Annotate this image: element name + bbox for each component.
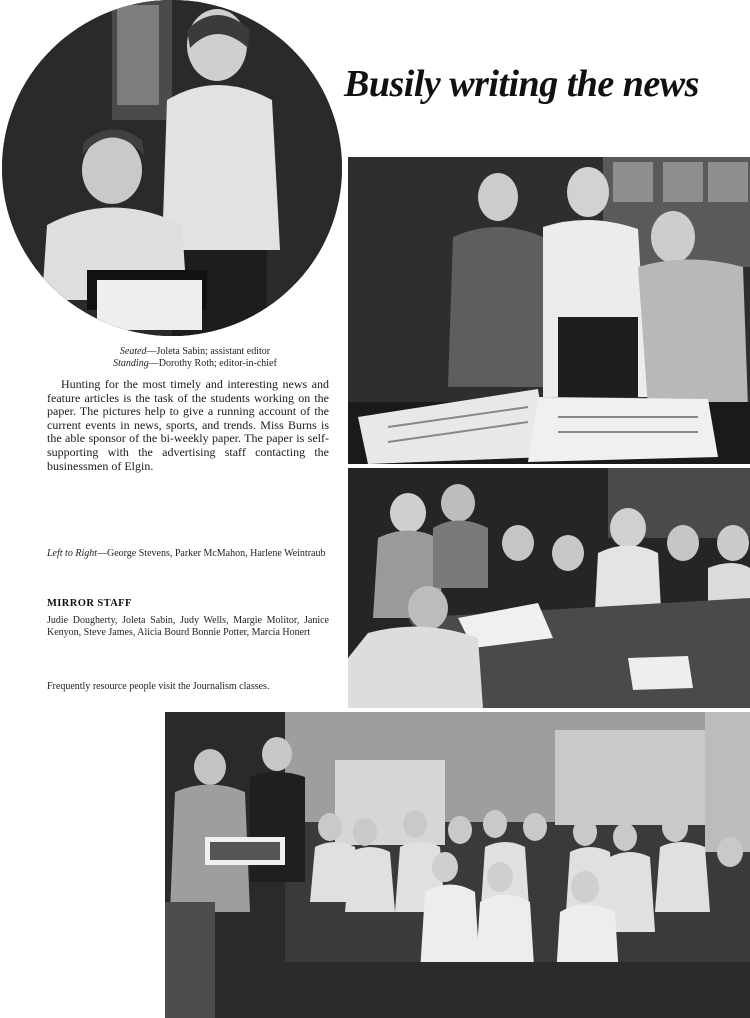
editors-portrait-photo: [2, 0, 342, 336]
editors-portrait-caption: [60, 346, 330, 370]
journalism-class-visit-photo: [165, 712, 750, 1018]
article-body-text: Hunting for the most timely and interesting news and feature articles is the task of the students working on the paper. The pictures help to give a running account of the current events in news, sports, and trends. Miss Burns is the able sponsor of the bi-weekly paper. The paper is self-supporting with the advertising staff contacting the businessmen of Elgin.: [47, 377, 329, 473]
page-title: Busily writing the news: [344, 63, 699, 105]
left-to-right-label: Left to Right: [47, 548, 97, 559]
newspaper-review-photo: [348, 157, 750, 464]
resource-people-caption: Frequently resource people visit the Journalism classes.: [47, 681, 270, 692]
seated-label: Seated: [119, 346, 147, 357]
mirror-staff-names: Judie Dougherty, Joleta Sabin, Judy Wells, Margie Molitor, Janice Kenyon, Steve James, Alicia Bourd Bonnie Potter, Marcia Honert: [47, 615, 329, 638]
mirror-staff-photo: [348, 468, 750, 708]
mirror-staff-heading: MIRROR STAFF: [47, 598, 132, 609]
standing-text: —Dorothy Roth; editor-in-chief: [148, 358, 277, 369]
left-to-right-caption: [47, 548, 331, 560]
left-to-right-names: —George Stevens, Parker McMahon, Harlene Weintraub: [97, 548, 326, 559]
standing-label: Standing: [113, 358, 149, 369]
seated-text: —Joleta Sabin; assistant editor: [146, 346, 271, 357]
